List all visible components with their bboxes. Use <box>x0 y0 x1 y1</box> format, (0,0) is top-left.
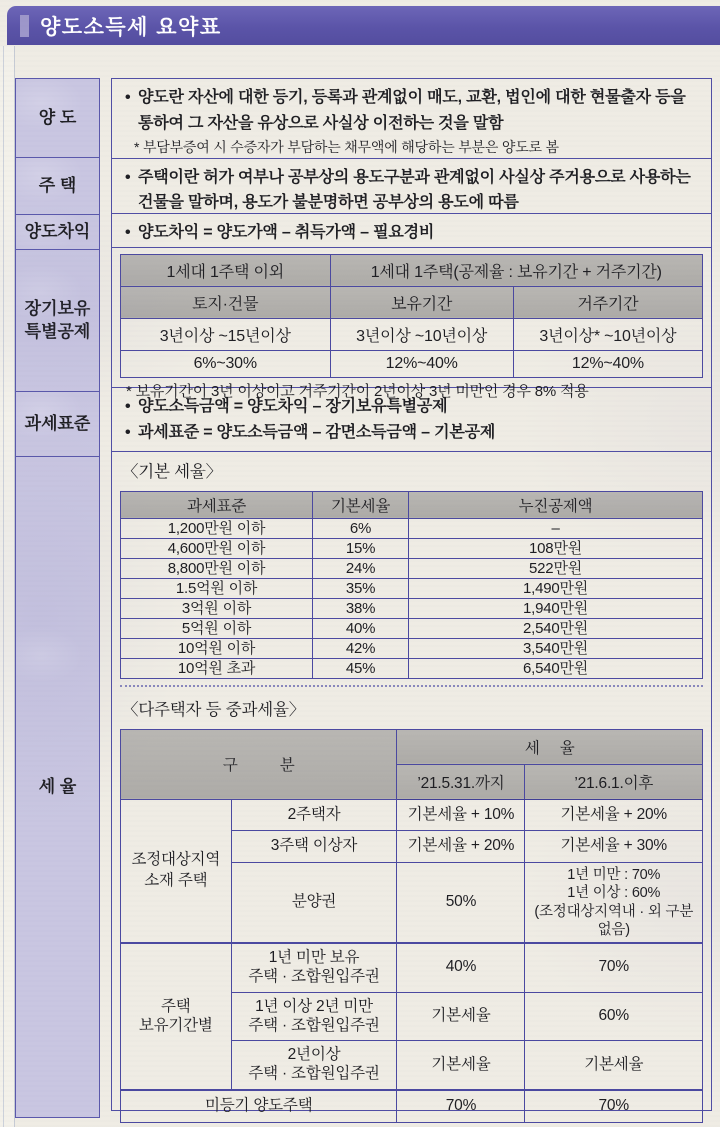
table-cell <box>231 943 397 992</box>
table-row <box>121 598 703 618</box>
item-line: 2년이상 <box>287 1046 341 1064</box>
table-row <box>121 658 703 678</box>
sidebar-item-tax-base <box>15 392 100 457</box>
table-cell: 40% <box>397 943 525 992</box>
table-row <box>121 518 703 538</box>
table-cell: 522만원 <box>409 558 703 578</box>
table-row <box>121 638 703 658</box>
table-cell: 6,540만원 <box>409 658 703 678</box>
sidebar-label: 특별공제 <box>24 321 91 341</box>
sidebar-item-tax-rate <box>15 457 100 1118</box>
longterm-deduction-footnote: * 보유기간이 3년 이상이고 거주기간이 2년이상 3년 미만인 경우 8% 적용 <box>126 382 589 400</box>
note-line: (조정대상지역내 · 외 구분없음) <box>534 903 694 938</box>
note-line: 1년 미만 : 70% <box>567 867 661 884</box>
table-cell: 미등기 양도주택 <box>121 1090 397 1122</box>
table-cell: 45% <box>313 658 409 678</box>
table-cell: 10억원 초과 <box>121 658 313 678</box>
table-header-cell: 구 분 <box>121 729 397 799</box>
table-row <box>121 558 703 578</box>
group-label-line: 조정대상지역 <box>131 850 221 868</box>
content-column <box>111 78 712 1115</box>
section-house <box>112 158 711 214</box>
heavy-rate-table <box>120 729 703 1124</box>
basic-rate-title: 〈기본 세율〉 <box>122 462 222 481</box>
table-cell: 기본세율 <box>397 992 525 1041</box>
table-cell: 기본세율 <box>397 1041 525 1090</box>
table-cell: 15% <box>313 538 409 558</box>
page-title: 양도소득세 요약표 <box>40 15 222 39</box>
transfer-definition-text: • 양도란 자산에 대한 등기, 등록과 관계없이 매도, 교환, 법인에 대한 현물출자 등을 통하여 그 자산을 유상으로 사실상 이전하는 것을 말함 <box>124 85 703 136</box>
sidebar-item-longterm-deduction <box>15 250 100 392</box>
section-tax-base <box>112 387 711 451</box>
gain-formula-text: • 양도차익 = 양도가액 – 취득가액 – 필요경비 <box>124 220 703 246</box>
note-line: 1년 이상 : 60% <box>567 885 661 902</box>
sidebar-label: 양 도 <box>38 107 77 127</box>
table-cell: 70% <box>525 943 703 992</box>
table-header-cell: 기본세율 <box>313 491 409 518</box>
table-row <box>121 1090 703 1122</box>
summary-sheet <box>15 78 712 1118</box>
table-header-cell: 1세대 1주택(공제율 : 보유기간 + 거주기간) <box>330 254 702 286</box>
row-label-column <box>15 78 100 1118</box>
transfer-footnote-text: * 부담부증여 시 수증자가 부담하는 채무액에 해당하는 부분은 양도로 봄 <box>134 139 559 156</box>
table-cell: 108만원 <box>409 538 703 558</box>
table-cell: 6%~30% <box>121 350 331 377</box>
table-cell: 10억원 이하 <box>121 638 313 658</box>
table-cell: 60% <box>525 992 703 1041</box>
table-cell: 1.5억원 이하 <box>121 578 313 598</box>
house-definition-text: • 주택이란 허가 여부나 공부상의 용도구분과 관계없이 사실상 주거용으로 사용하는 건물을 말하며, 용도가 불분명하면 공부상의 용도에 따름 <box>124 165 703 216</box>
table-cell: 35% <box>313 578 409 598</box>
table-cell: 12%~40% <box>513 350 702 377</box>
table-cell: 24% <box>313 558 409 578</box>
table-row <box>121 799 703 831</box>
sidebar-item-transfer <box>15 78 100 158</box>
section-longterm-deduction <box>112 247 711 400</box>
table-cell: – <box>409 518 703 538</box>
group-label-cell <box>121 799 232 943</box>
table-cell: 6% <box>313 518 409 538</box>
table-cell: 기본세율 + 20% <box>397 831 525 863</box>
table-header-cell: ’21.5.31.까지 <box>397 764 525 799</box>
table-row <box>121 943 703 992</box>
table-cell: 50% <box>397 863 525 943</box>
item-line: 주택 · 조합원입주권 <box>248 1016 380 1034</box>
table-cell <box>231 1041 397 1090</box>
table-header-cell: 거주기간 <box>513 286 702 318</box>
table-cell: 2,540만원 <box>409 618 703 638</box>
table-header-cell: 세 율 <box>397 729 703 764</box>
table-header-cell: 1세대 1주택 이외 <box>121 254 331 286</box>
table-cell: 1,200만원 이하 <box>121 518 313 538</box>
table-row <box>121 538 703 558</box>
basic-rate-table <box>120 491 703 679</box>
title-accent-bar-icon <box>20 15 29 37</box>
sidebar-item-house <box>15 158 100 215</box>
table-cell: 70% <box>525 1090 703 1122</box>
table-header-cell: 과세표준 <box>121 491 313 518</box>
table-cell: 분양권 <box>231 863 397 943</box>
table-cell: 기본세율 <box>525 1041 703 1090</box>
table-cell: 8,800만원 이하 <box>121 558 313 578</box>
table-header-cell: 보유기간 <box>330 286 513 318</box>
group-label-line: 보유기간별 <box>138 1016 213 1034</box>
sidebar-item-transfer-gain <box>15 215 100 250</box>
table-cell: 3년이상 ~10년이상 <box>330 318 513 350</box>
sidebar-label: 과세표준 <box>24 413 91 433</box>
item-line: 주택 · 조합원입주권 <box>248 967 380 985</box>
table-cell: 3,540만원 <box>409 638 703 658</box>
group-label-line: 주택 <box>161 997 191 1015</box>
table-header-cell: 토지·건물 <box>121 286 331 318</box>
taxbase-formula-text: • 양도소득금액 = 양도차익 – 장기보유특별공제 <box>124 394 703 420</box>
section-transfer <box>112 79 711 158</box>
table-cell: 기본세율 + 10% <box>397 799 525 831</box>
table-cell: 4,600만원 이하 <box>121 538 313 558</box>
table-cell: 5억원 이하 <box>121 618 313 638</box>
heavy-rate-title: 〈다주택자 등 중과세율〉 <box>122 700 306 719</box>
table-cell: 3년이상 ~15년이상 <box>121 318 331 350</box>
section-tax-rate <box>112 451 711 1115</box>
table-cell <box>525 863 703 943</box>
item-line: 주택 · 조합원입주권 <box>248 1065 380 1083</box>
longterm-deduction-table <box>120 254 703 378</box>
table-header-cell: 누진공제액 <box>409 491 703 518</box>
page-title-banner <box>7 6 720 45</box>
group-label-line: 소재 주택 <box>144 871 208 889</box>
table-cell: 3년이상* ~10년이상 <box>513 318 702 350</box>
table-cell: 40% <box>313 618 409 638</box>
table-cell: 1,940만원 <box>409 598 703 618</box>
table-cell: 2주택자 <box>231 799 397 831</box>
sidebar-label: 세 율 <box>38 776 77 796</box>
table-cell: 1,490만원 <box>409 578 703 598</box>
table-cell: 기본세율 + 30% <box>525 831 703 863</box>
table-cell <box>231 992 397 1041</box>
table-cell: 38% <box>313 598 409 618</box>
table-header-cell: ’21.6.1.이후 <box>525 764 703 799</box>
taxbase-formula-text: • 과세표준 = 양도소득금액 – 감면소득금액 – 기본공제 <box>124 420 703 446</box>
table-cell: 3주택 이상자 <box>231 831 397 863</box>
sidebar-label: 양도차익 <box>24 221 91 241</box>
group-label-cell <box>121 943 232 1090</box>
sidebar-label: 장기보유 <box>24 299 91 319</box>
item-line: 1년 이상 2년 미만 <box>255 997 373 1015</box>
table-cell: 3억원 이하 <box>121 598 313 618</box>
table-cell: 12%~40% <box>330 350 513 377</box>
table-cell: 기본세율 + 20% <box>525 799 703 831</box>
sidebar-label: 주 택 <box>38 175 77 195</box>
table-row <box>121 578 703 598</box>
page-left-edge <box>0 46 15 1127</box>
item-line: 1년 미만 보유 <box>268 948 360 966</box>
table-cell: 42% <box>313 638 409 658</box>
table-cell: 70% <box>397 1090 525 1122</box>
section-transfer-gain <box>112 213 711 247</box>
table-row <box>121 618 703 638</box>
